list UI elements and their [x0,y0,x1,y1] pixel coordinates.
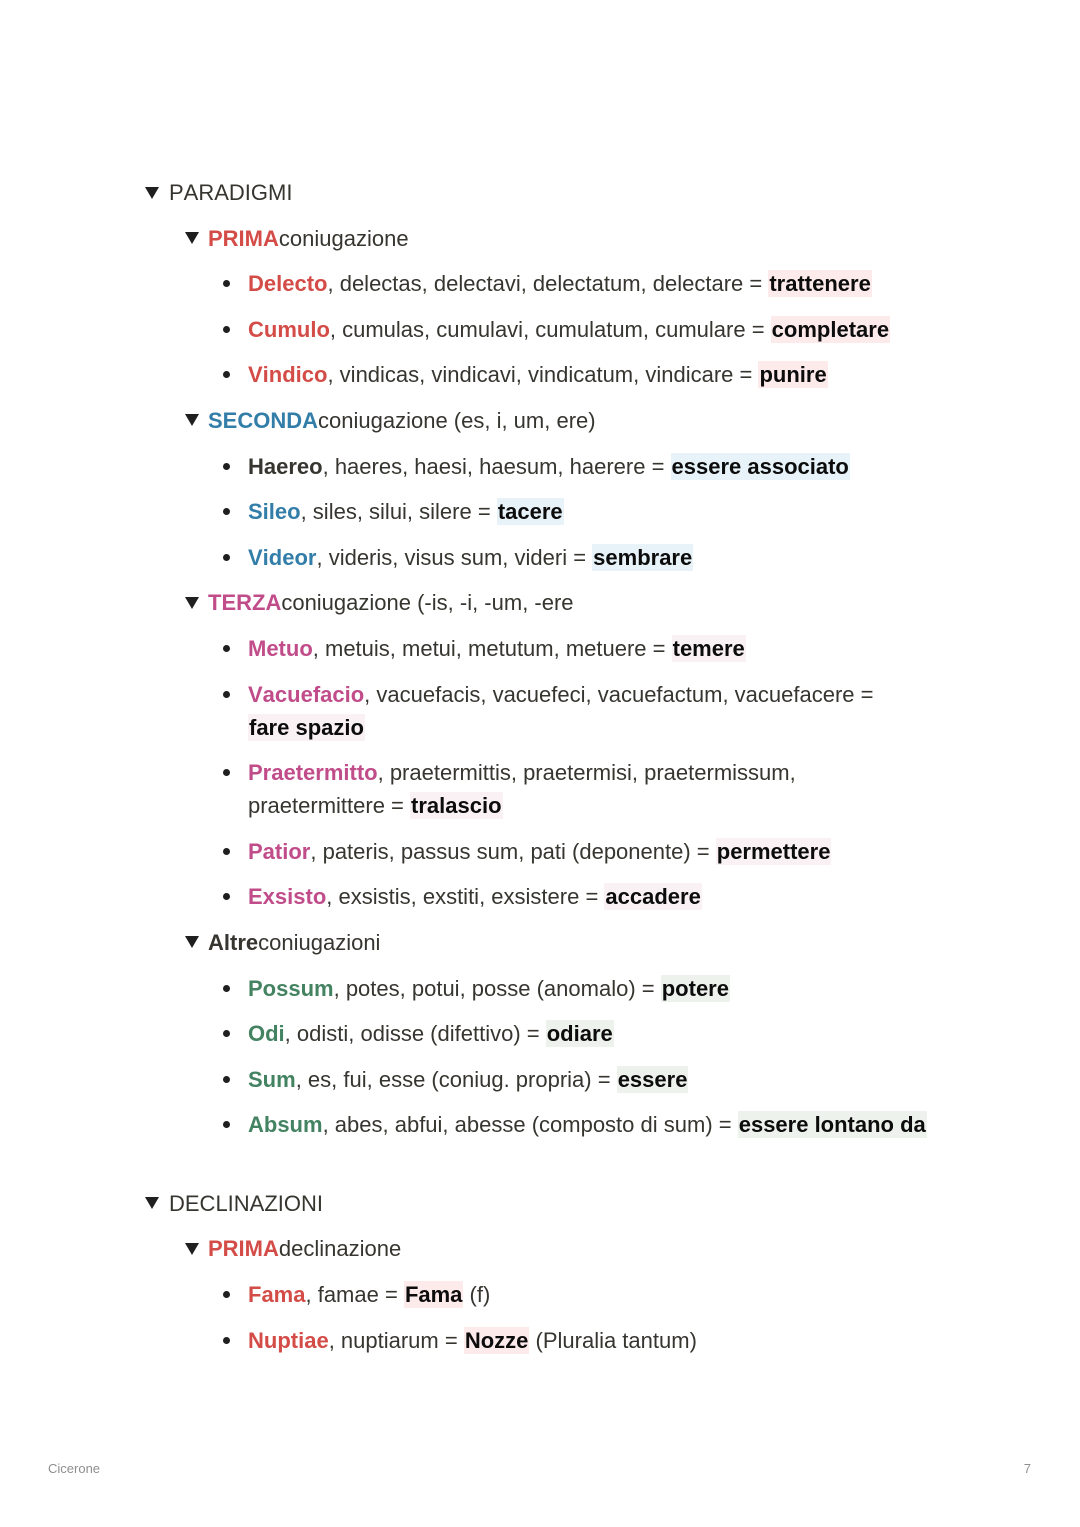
item-forms: , exsistis, exstiti, exsistere = [326,884,605,910]
headword: Possum [248,975,334,1001]
headword: Sum [248,1066,296,1092]
bullet-list [185,972,1025,1142]
item-forms: , famae = [305,1282,404,1308]
translation: accadere [605,884,701,910]
translation: Fama [404,1282,463,1308]
list-item [208,632,937,665]
section-toggle[interactable] [145,1187,1025,1220]
list-item [208,756,937,822]
group-label: Altre [208,929,259,955]
group-label-rest: coniugazione [278,225,409,251]
group-toggle[interactable] [185,586,1025,619]
headword: Exsisto [248,884,327,910]
bullet-icon [223,463,230,470]
group-label-rest: coniugazione (-is, -i, -um, -ere [281,590,574,616]
list-item [208,1063,937,1096]
translation: essere lontano da [738,1112,926,1138]
headword: Cumulo [248,316,330,342]
headword: Odi [248,1021,285,1047]
headword: Nuptiae [248,1327,329,1353]
headword: Vindico [248,362,328,388]
list-item [208,880,937,913]
footer-document-title: Cicerone [48,1461,101,1476]
bullet-list [185,632,1025,913]
item-forms: , nuptiarum = [328,1327,464,1353]
list-item [208,1108,937,1141]
bullet-icon [223,1030,230,1037]
item-forms: , haeres, haesi, haesum, haerere = [322,453,671,479]
toggle-triangle-icon[interactable] [185,1232,208,1265]
translation: essere [617,1066,688,1092]
bullet-icon [223,508,230,515]
group-label: TERZA [208,590,282,616]
bullet-list [185,450,1025,574]
bullet-icon [223,893,230,900]
translation: odiare [546,1021,613,1047]
translation: punire [759,362,827,388]
list-item [208,835,937,868]
translation: tacere [497,499,563,525]
headword: Absum [248,1112,323,1138]
bullet-icon [223,848,230,855]
list-item [208,972,937,1005]
section-toggle[interactable] [145,176,1025,209]
toggle-triangle-icon[interactable] [145,1187,169,1220]
item-forms: , cumulas, cumulavi, cumulatum, cumulare = [329,316,771,342]
translation: tralascio [411,793,502,819]
list-item [208,313,937,346]
item-forms: , videris, visus sum, videri = [316,544,593,570]
toggle-triangle-icon[interactable] [145,176,169,209]
item-forms: , vacuefacis, vacuefeci, vacuefactum, vacuefacere = [364,681,874,707]
toggle-group [185,1232,1025,1356]
footer-page-number: 7 [1023,1461,1031,1476]
item-forms: , es, fui, esse (coniug. propria) = [295,1066,617,1092]
bullet-icon [223,1337,230,1344]
item-forms: , siles, silui, silere = [300,499,497,525]
headword: Metuo [248,635,313,661]
bullet-icon [223,1121,230,1128]
list-item [208,1017,937,1050]
toggle-section [145,176,1025,1141]
group-label-rest: declinazione [278,1236,402,1262]
toggle-group [185,404,1025,574]
bullet-icon [223,1291,230,1298]
headword: Delecto [248,271,328,297]
translation: completare [771,316,890,342]
group-label: SECONDA [208,407,319,433]
list-item [208,1278,937,1311]
list-item [208,267,937,300]
toggle-group [185,586,1025,913]
item-forms: , abes, abfui, abesse (composto di sum) = [322,1112,738,1138]
bullet-list [185,267,1025,391]
list-item [208,495,937,528]
translation: potere [661,975,729,1001]
item-forms: , delectas, delectavi, delectatum, delectare = [327,271,769,297]
bullet-list [185,1278,1025,1357]
list-item [208,358,937,391]
item-forms: , potes, potui, posse (anomalo) = [333,975,661,1001]
bullet-icon [223,371,230,378]
list-item [208,541,937,574]
list-item [208,678,937,744]
item-forms: , odisti, odisse (difettivo) = [284,1021,546,1047]
headword: Praetermitto [248,760,378,786]
group-label: PRIMA [208,1236,279,1262]
headword: Haereo [248,453,323,479]
translation: temere [672,635,745,661]
item-note: (Pluralia tantum) [529,1327,697,1353]
translation: Nozze [464,1327,529,1353]
item-forms: , metuis, metui, metutum, metuere = [312,635,672,661]
translation: permettere [716,838,831,864]
translation: fare spazio [249,714,364,740]
bullet-icon [223,280,230,287]
headword: Videor [248,544,317,570]
toggle-group [185,222,1025,392]
section-title: PARADIGMI [169,180,293,205]
bullet-icon [223,645,230,652]
translation: sembrare [593,544,693,570]
toggle-triangle-icon[interactable] [185,222,208,255]
list-item [208,450,937,483]
headword: Patior [248,838,311,864]
bullet-icon [223,554,230,561]
bullet-icon [223,985,230,992]
toggle-group [185,926,1025,1141]
group-toggle[interactable] [185,926,1025,959]
item-forms: , vindicas, vindicavi, vindicatum, vindicare = [327,362,759,388]
group-toggle[interactable] [185,404,1025,437]
bullet-icon [223,769,230,776]
toggle-section [145,1187,1025,1357]
headword: Fama [248,1282,306,1308]
group-toggle[interactable] [185,222,1025,255]
section-title: DECLINAZIONI [169,1190,324,1216]
translation: trattenere [769,271,871,297]
headword: Vacuefacio [248,681,365,707]
toggle-triangle-icon[interactable] [185,404,208,437]
group-toggle[interactable] [185,1232,1025,1265]
toggle-triangle-icon[interactable] [185,586,208,619]
bullet-icon [223,1076,230,1083]
item-forms: , praetermittis, praetermisi, praetermissum, praetermittere = [248,760,796,819]
list-item [208,1324,937,1357]
document-body [145,176,1025,1402]
headword: Sileo [248,499,301,525]
toggle-triangle-icon[interactable] [185,926,208,959]
group-label-rest: coniugazioni [258,929,381,955]
item-note: (f) [463,1282,491,1308]
bullet-icon [223,326,230,333]
translation: essere associato [671,453,849,479]
group-label: PRIMA [208,225,279,251]
item-forms: , pateris, passus sum, pati (deponente) = [310,838,716,864]
bullet-icon [223,691,230,698]
group-label-rest: coniugazione (es, i, um, ere) [318,407,596,433]
